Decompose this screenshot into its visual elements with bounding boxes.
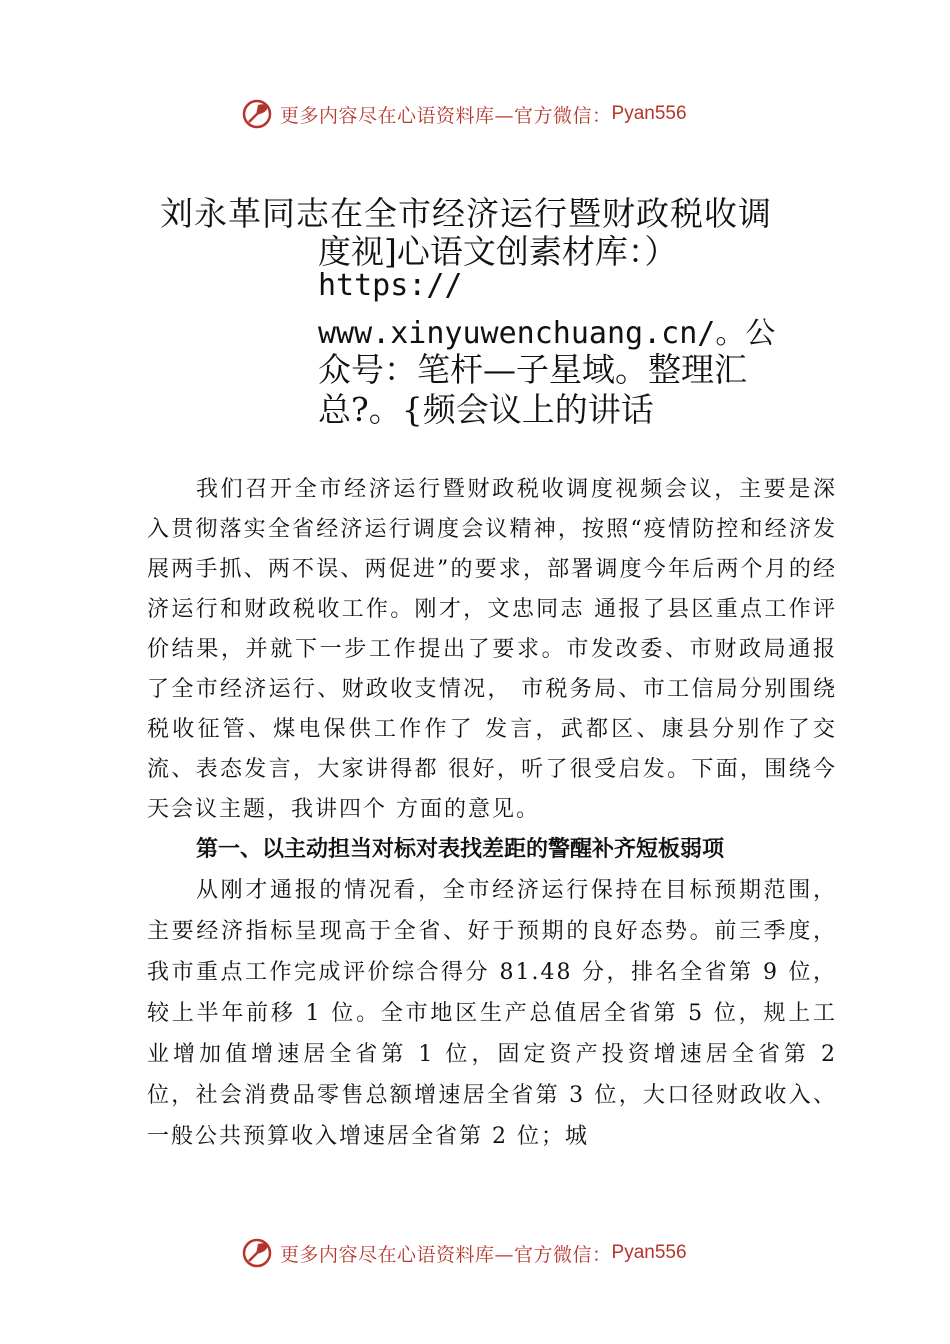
quill-circle-logo-icon bbox=[240, 1236, 274, 1270]
title-line-4: www.xinyuwenchuang.cn/。公 bbox=[318, 316, 776, 351]
header-banner bbox=[240, 96, 687, 132]
footer-banner bbox=[240, 1235, 687, 1271]
banner-text: 更多内容尽在心语资料库—官方微信： bbox=[280, 104, 612, 127]
paragraph-intro: 我们召开全市经济运行暨财政税收调度视频会议，主要是深入贯彻落实全省经济运行调度会议精神，按照“疫情防控和经济发展两手抓、两不误、两促进”的要求，部署调度今年后两个月的经济运行和财政税收工作。刚才，文忠同志 通报了县区重点工作评价结果，并就下一步工作提出了要求。市发改委、市财政局通报了全市经济运行、财政收支情况， 市税务局、市工信局分别围绕税收征管、煤电保供工作作了 发言，武都区、康县分别作了交流、表态发言，大家讲得都 很好，听了很受启发。下面，围绕今天会议主题，我讲四个 方面的意见。 bbox=[147, 477, 837, 822]
banner-text: 更多内容尽在心语资料库—官方微信： bbox=[280, 1243, 612, 1266]
title-line-1: 刘永革同志在全市经济运行暨财政税收调 bbox=[160, 194, 772, 233]
section-heading-1: 第一、以主动担当对标对表找差距的警醒补齐短板弱项 bbox=[196, 837, 725, 862]
title-line-2: 度视]心语文创素材库：） bbox=[318, 232, 678, 271]
document-body bbox=[147, 470, 837, 1157]
banner-contact: Pyan556 bbox=[611, 103, 687, 124]
title-line-6: 总?。{频会议上的讲话 bbox=[318, 390, 654, 429]
paragraph-section-1: 从刚才通报的情况看，全市经济运行保持在目标预期范围，主要经济指标呈现高于全省、好于预期的良好态势。前三季度，我市重点工作完成评价综合得分 81.48 分，排名全省第 9 位，较上半年前移 1 位。全市地区生产总值居全省第 5 位，规上工业增加值增速居全省第 1 位，固定资产投资增速居全省第 2 位，社会消费品零售总额增速居全省第 3 位，大口径财政收入、一般公共预算收入增速居全省第 2 位；城 bbox=[147, 878, 837, 1149]
title-line-3: https:// bbox=[318, 268, 463, 303]
title-line-5: 众号：笔杆—子星域。整理汇 bbox=[318, 350, 747, 389]
banner-contact: Pyan556 bbox=[611, 1242, 687, 1263]
quill-circle-logo-icon bbox=[240, 97, 274, 131]
